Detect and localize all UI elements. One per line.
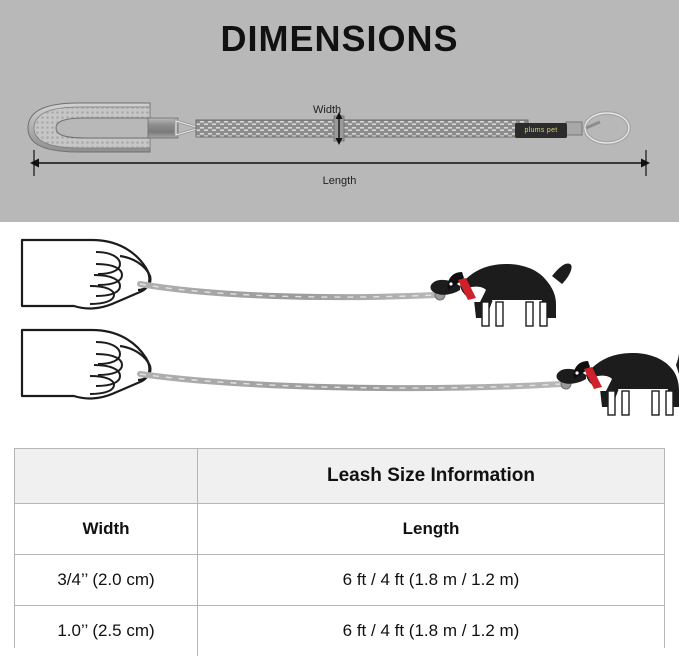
length-dimension-arrow: [30, 150, 650, 176]
page-title: DIMENSIONS: [220, 18, 459, 59]
leash-length-comparison: [0, 222, 679, 440]
dimensions-panel: [0, 0, 679, 222]
dog-icon: [431, 264, 572, 327]
leash-long-line: [140, 374, 562, 388]
length-dimension-label: Length: [322, 175, 357, 187]
hand-icon: [22, 330, 150, 398]
cell-length-1: 6 ft / 4 ft (1.8 m / 1.2 m): [198, 555, 665, 606]
dog-icon: [557, 353, 679, 415]
cell-width-2: 1.0’’ (2.5 cm): [15, 606, 198, 657]
cell-length-2: 6 ft / 4 ft (1.8 m / 1.2 m): [198, 606, 665, 657]
table-row: [15, 606, 664, 657]
leash-strap: [196, 120, 528, 137]
table-title-row: [15, 449, 664, 504]
illustration-row-long: [22, 330, 679, 415]
illustration-row-short: [22, 240, 572, 326]
table-title: Leash Size Information: [198, 449, 665, 504]
cell-width-1: 3/4’’ (2.0 cm): [15, 555, 198, 606]
table-header-row: [15, 504, 664, 555]
width-dimension-label: Width: [313, 104, 342, 116]
table-row: [15, 555, 664, 606]
hand-icon: [22, 240, 150, 308]
leash-clip: [566, 113, 629, 143]
handle-strap-joint: [148, 118, 178, 138]
column-header-width: Width: [15, 504, 198, 555]
table-corner-cell: [15, 449, 198, 504]
brand-tag-label: plums pet: [515, 123, 567, 138]
column-header-length: Length: [198, 504, 665, 555]
leash-size-table: [14, 448, 665, 648]
leash-handle: [28, 103, 150, 152]
usage-illustration-panel: [0, 222, 679, 440]
